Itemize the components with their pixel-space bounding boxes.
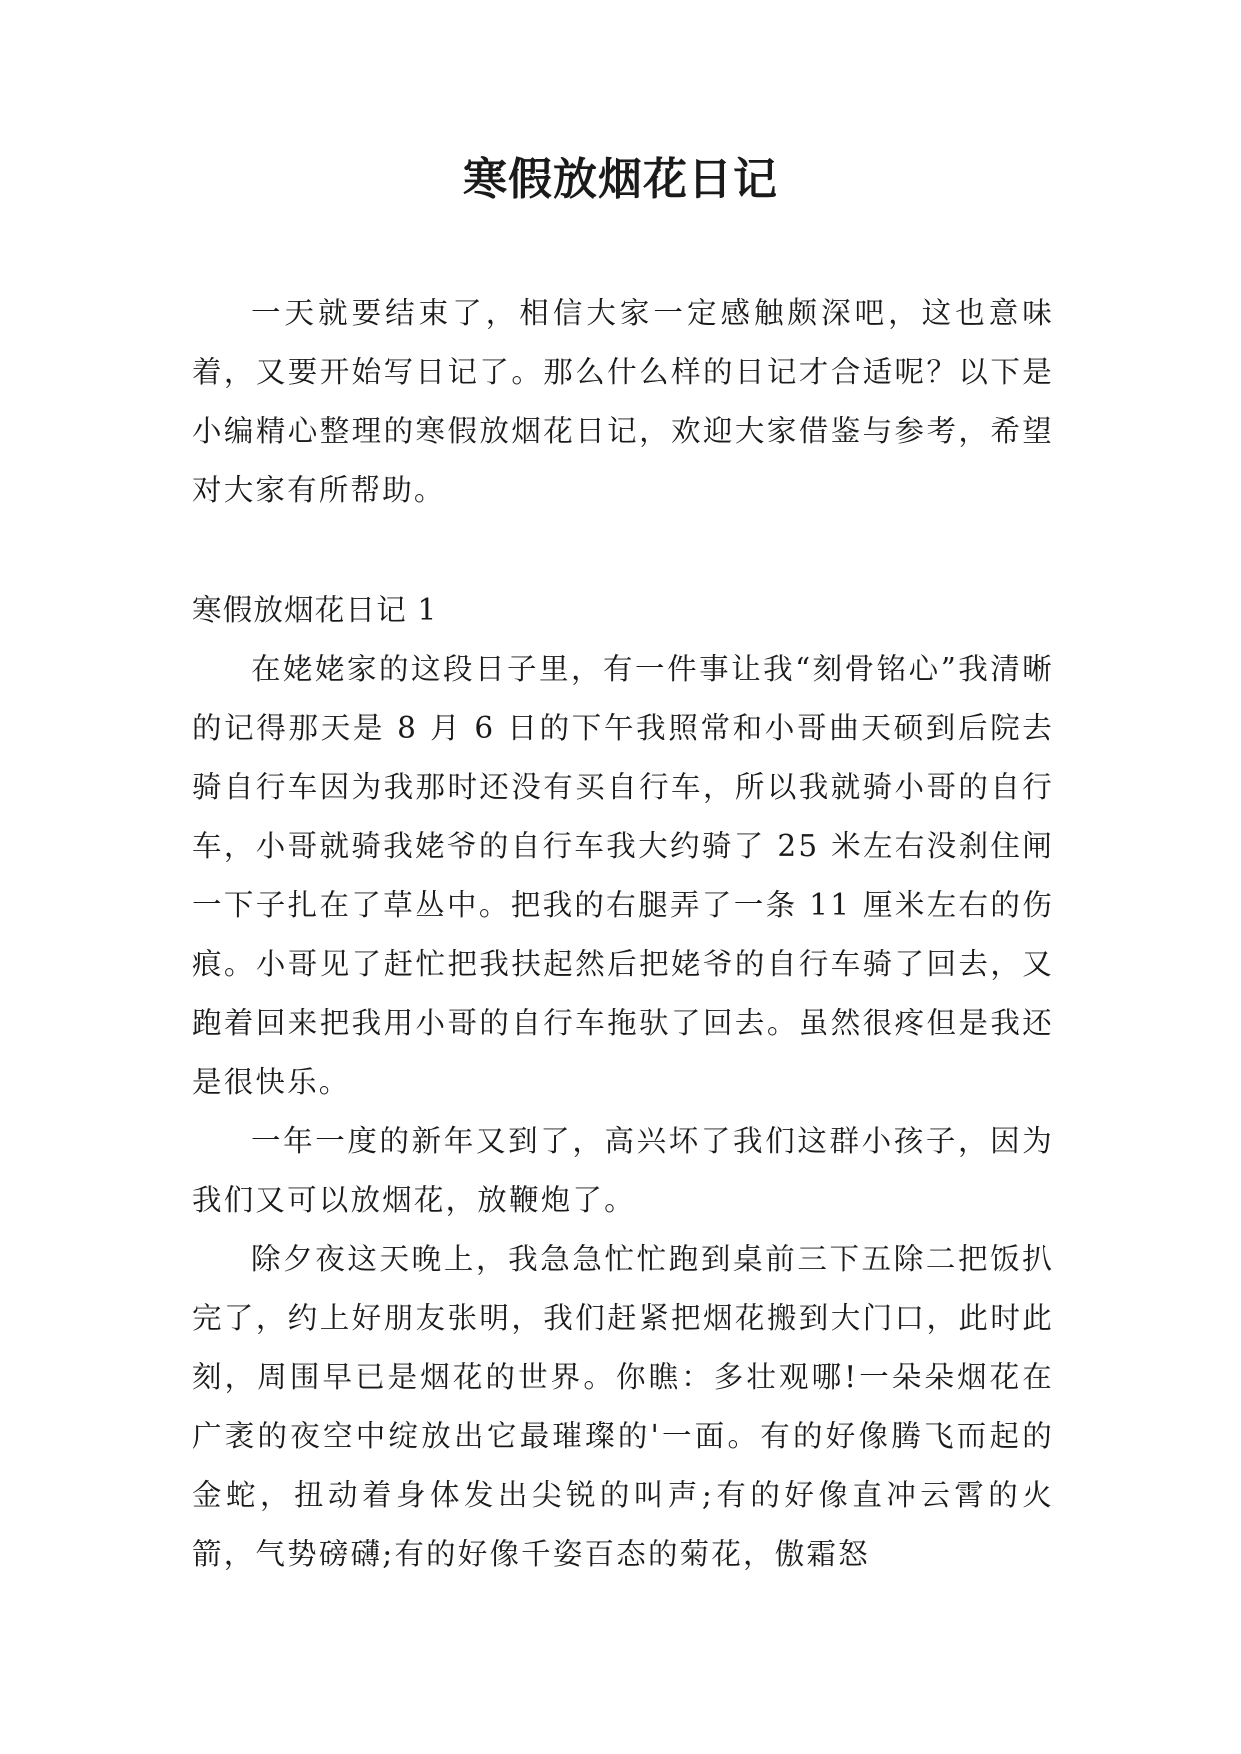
document-body (192, 284, 1054, 1584)
body-paragraph: 除夕夜这天晚上，我急急忙忙跑到桌前三下五除二把饭扒完了，约上好朋友张明，我们赶紧把烟花搬到大门口，此时此刻，周围早已是烟花的世界。你瞧：多壮观哪!一朵朵烟花在广袤的夜空中绽放出它最璀璨的'一面。有的好像腾飞而起的金蛇，扭动着身体发出尖锐的叫声;有的好像直冲云霄的火箭，气势磅礴;有的好像千姿百态的菊花，傲霜怒 (192, 1242, 1054, 1571)
body-paragraph: 在姥姥家的这段日子里，有一件事让我“刻骨铭心”我清晰的记得那天是 8 月 6 日的下午我照常和小哥曲天硕到后院去骑自行车因为我那时还没有买自行车，所以我就骑小哥的自行车，小哥就骑我姥爷的自行车我大约骑了 25 米左右没刹住闸一下子扎在了草丛中。把我的右腿弄了一条 11 厘米左右的伤痕。小哥见了赶忙把我扶起然后把姥爷的自行车骑了回去，又跑着回来把我用小哥的自行车拖驮了回去。虽然很疼但是我还是很快乐。 (192, 652, 1054, 1099)
section-heading: 寒假放烟花日记 1 (192, 593, 438, 627)
document-title: 寒假放烟花日记 (463, 154, 778, 205)
intro-paragraph: 一天就要结束了，相信大家一定感触颇深吧，这也意味着，又要开始写日记了。那么什么样的日记才合适呢？以下是小编精心整理的寒假放烟花日记，欢迎大家借鉴与参考，希望对大家有所帮助。 (192, 296, 1054, 507)
body-paragraph: 一年一度的新年又到了，高兴坏了我们这群小孩子，因为我们又可以放烟花，放鞭炮了。 (192, 1124, 1054, 1217)
